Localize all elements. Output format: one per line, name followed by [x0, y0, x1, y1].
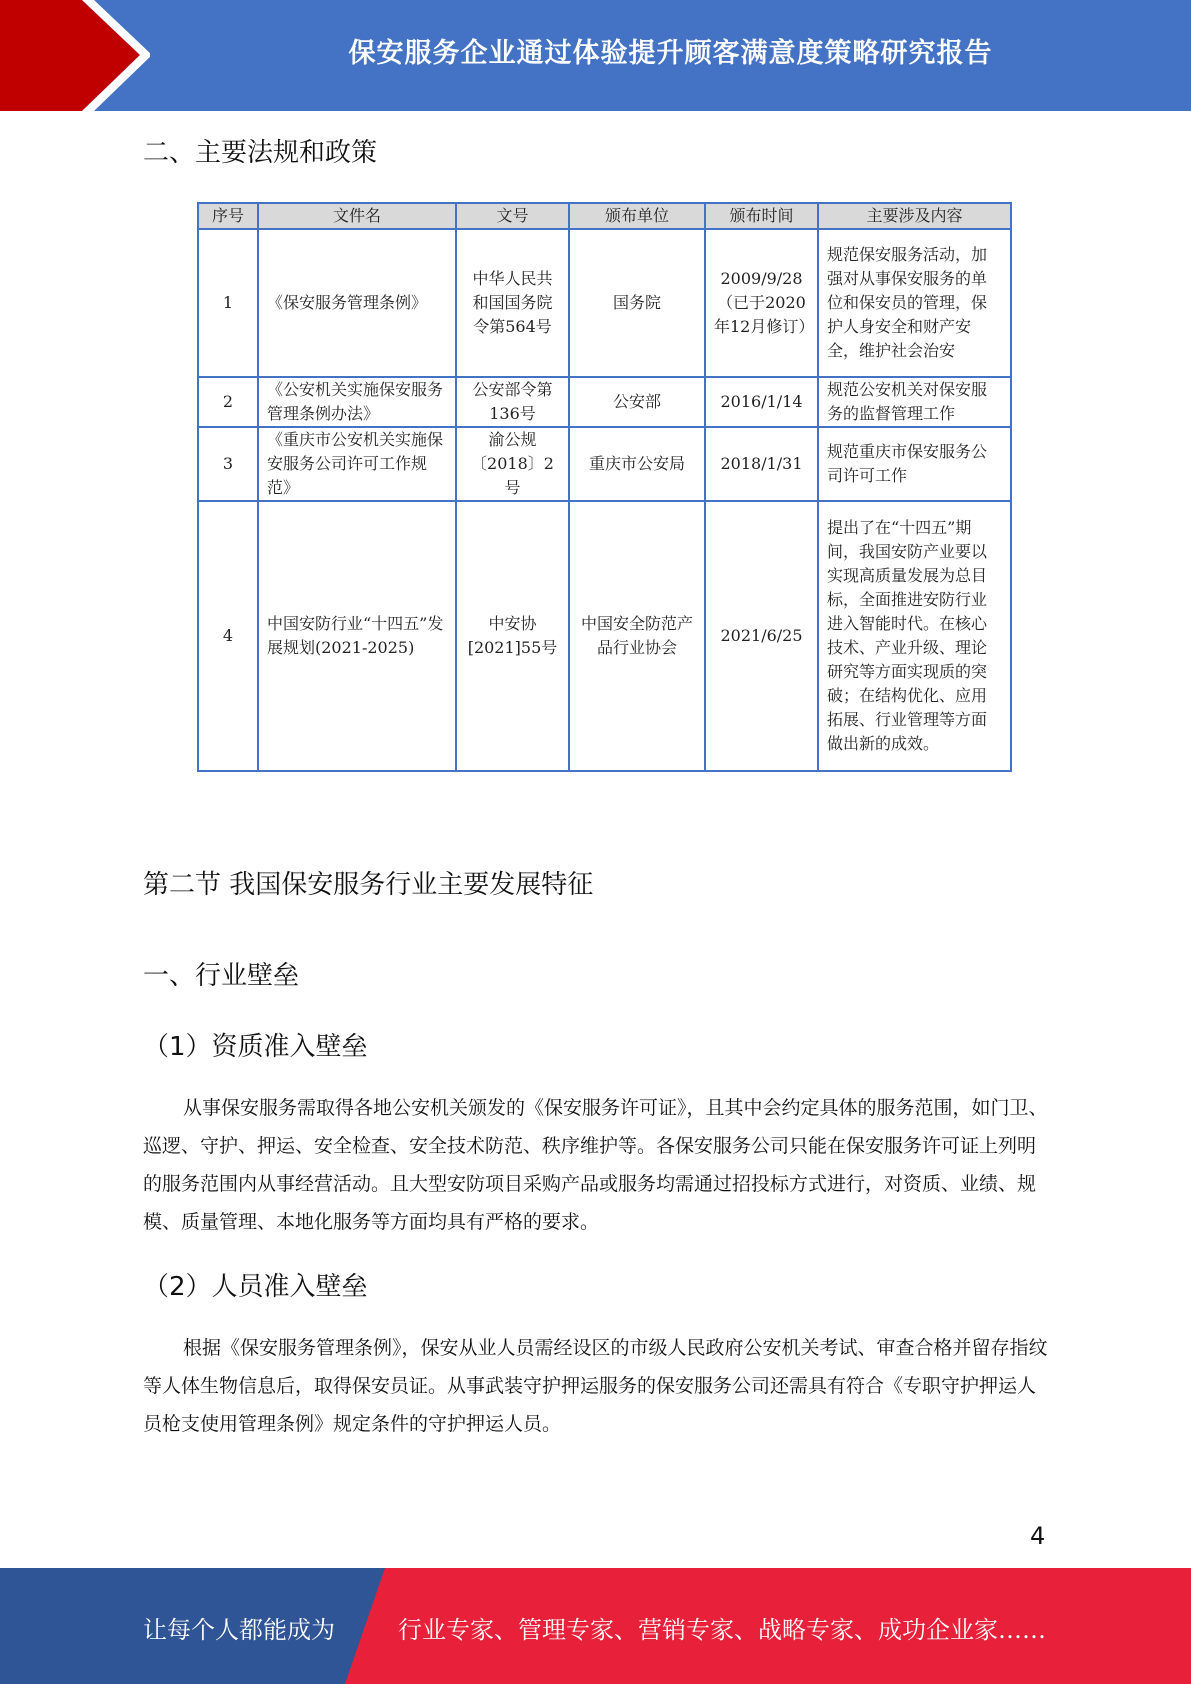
heading-section-2: 第二节 我国保安服务行业主要发展特征 [143, 870, 594, 900]
heading-industry-barriers: 一、行业壁垒 [143, 961, 300, 991]
cell-name: 《重庆市公安机关实施保安服务公司许可工作规范》 [258, 427, 456, 501]
col-header-content: 主要涉及内容 [818, 203, 1011, 229]
paragraph-personnel-barrier: 根据《保安服务管理条例》，保安从业人员需经设区的市级人民政府公安机关考试、审查合格并留存指纹等人体生物信息后，取得保安员证。从事武装守护押运服务的保安服务公司还需具有符合《专职守护押运人员枪支使用管理条例》规定条件的守护押运人员。 [143, 1337, 1048, 1435]
regulations-table [197, 202, 1012, 772]
table-row [198, 427, 1011, 501]
cell-name: 《公安机关实施保安服务管理条例办法》 [258, 377, 456, 427]
cell-doc-no: 渝公规〔2018〕2号 [456, 427, 569, 501]
cell-doc-no: 中华人民共和国国务院令第564号 [456, 229, 569, 377]
table-row [198, 229, 1011, 377]
col-header-name: 文件名 [258, 203, 456, 229]
cell-content: 提出了在“十四五”期间，我国安防产业要以实现高质量发展为总目标，全面推进安防行业进入智能时代。在核心技术、产业升级、理论研究等方面实现质的突破；在结构优化、应用拓展、行业管理等方面做出新的成效。 [818, 501, 1011, 771]
heading-personnel-barrier: （2）人员准入壁垒 [143, 1272, 368, 1302]
footer-slogan-right: 行业专家、管理专家、营销专家、战略专家、成功企业家…… [398, 1616, 1046, 1644]
cell-doc-no: 公安部令第136号 [456, 377, 569, 427]
cell-issuer: 国务院 [569, 229, 705, 377]
footer-slogan-left: 让每个人都能成为 [143, 1616, 335, 1644]
cell-no: 3 [198, 427, 258, 501]
col-header-issuer: 颁布单位 [569, 203, 705, 229]
page-header-banner [0, 0, 1191, 111]
cell-date: 2009/9/28（已于2020年12月修订） [705, 229, 818, 377]
col-header-doc-no: 文号 [456, 203, 569, 229]
cell-date: 2021/6/25 [705, 501, 818, 771]
cell-content: 规范保安服务活动，加强对从事保安服务的单位和保安员的管理，保护人身安全和财产安全，维护社会治安 [818, 229, 1011, 377]
paragraph-qualification-barrier: 从事保安服务需取得各地公安机关颁发的《保安服务许可证》，且其中会约定具体的服务范围，如门卫、巡逻、守护、押运、安全检查、安全技术防范、秩序维护等。各保安服务公司只能在保安服务许可证上列明的服务范围内从事经营活动。且大型安防项目采购产品或服务均需通过招投标方式进行，对资质、业绩、规模、质量管理、本地化服务等方面均具有严格的要求。 [143, 1097, 1048, 1233]
header-arrow-decoration [0, 0, 150, 111]
cell-issuer: 重庆市公安局 [569, 427, 705, 501]
cell-name: 中国安防行业“十四五”发展规划(2021-2025) [258, 501, 456, 771]
heading-qualification-barrier: （1）资质准入壁垒 [143, 1032, 368, 1062]
cell-date: 2016/1/14 [705, 377, 818, 427]
cell-name: 《保安服务管理条例》 [258, 229, 456, 377]
cell-content: 规范重庆市保安服务公司许可工作 [818, 427, 1011, 501]
cell-doc-no: 中安协[2021]55号 [456, 501, 569, 771]
table-row [198, 501, 1011, 771]
table-row [198, 377, 1011, 427]
cell-date: 2018/1/31 [705, 427, 818, 501]
table-header-row [198, 203, 1011, 229]
cell-no: 2 [198, 377, 258, 427]
cell-no: 4 [198, 501, 258, 771]
cell-issuer: 公安部 [569, 377, 705, 427]
report-title: 保安服务企业通过体验提升顾客满意度策略研究报告 [348, 37, 993, 69]
heading-laws-policies: 二、主要法规和政策 [143, 138, 378, 168]
cell-issuer: 中国安全防范产品行业协会 [569, 501, 705, 771]
cell-no: 1 [198, 229, 258, 377]
page-number: 4 [1030, 1522, 1046, 1550]
cell-content: 规范公安机关对保安服务的监督管理工作 [818, 377, 1011, 427]
col-header-date: 颁布时间 [705, 203, 818, 229]
col-header-no: 序号 [198, 203, 258, 229]
